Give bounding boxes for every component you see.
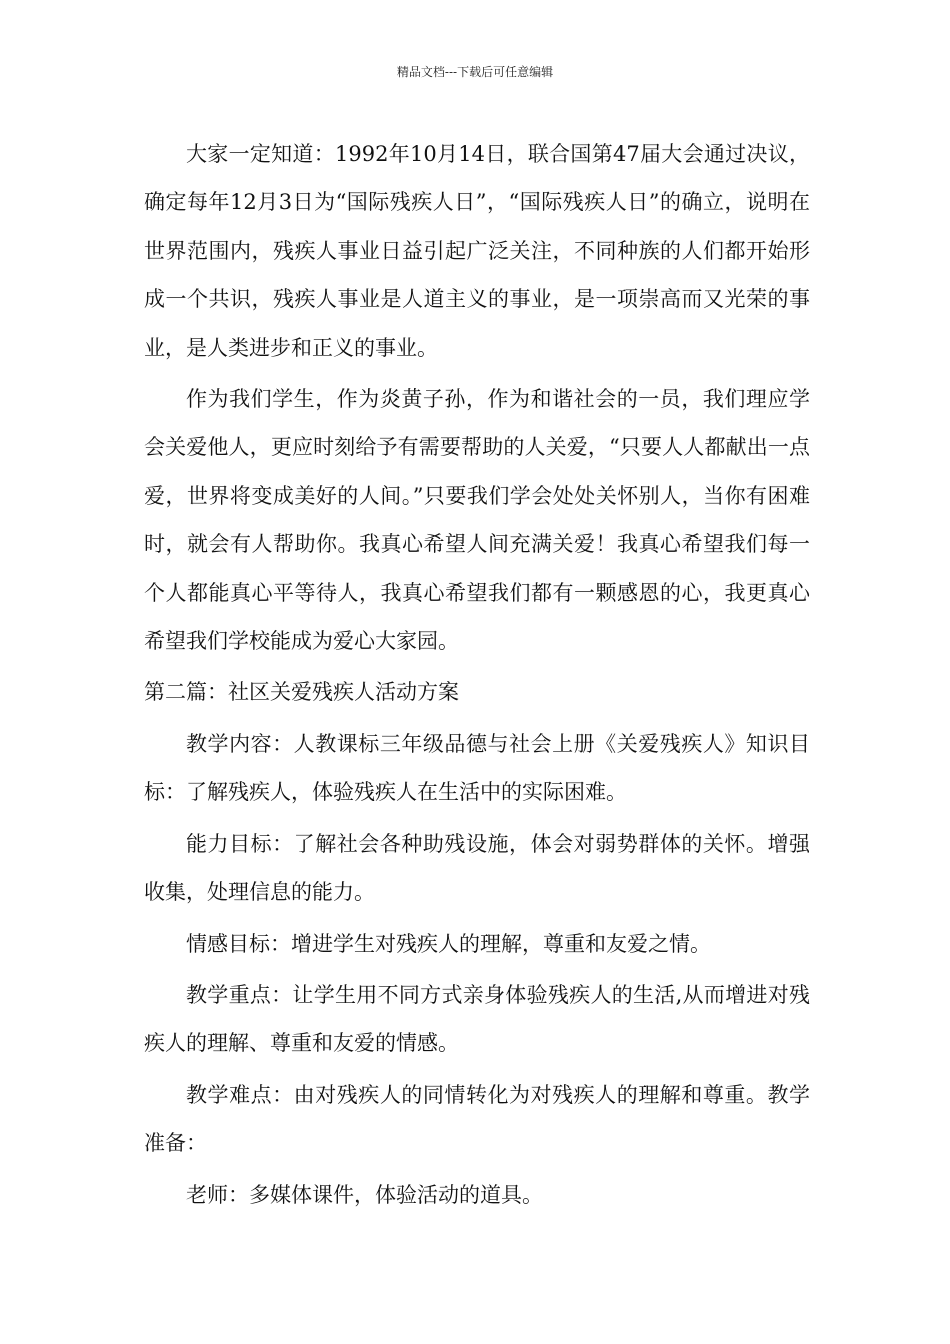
paragraph-teaching-difficulty: 教学难点：由对残疾人的同情转化为对残疾人的理解和尊重。教学准备：	[144, 1082, 810, 1156]
paragraph-teaching-content: 教学内容：人教课标三年级品德与社会上册《关爱残疾人》知识目标：了解残疾人，体验残疾人在生活中的实际困难。	[144, 731, 810, 805]
paragraph-ability-goal: 能力目标：了解社会各种助残设施，体会对弱势群体的关怀。增强收集，处理信息的能力。	[144, 831, 810, 905]
section-heading: 第二篇：社区关爱残疾人活动方案	[144, 680, 459, 705]
paragraph-teaching-focus: 教学重点：让学生用不同方式亲身体验残疾人的生活,从而增进对残疾人的理解、尊重和友爱的情感。	[144, 982, 810, 1056]
paragraph-students: 作为我们学生，作为炎黄子孙，作为和谐社会的一员，我们理应学会关爱他人，更应时刻给予有需要帮助的人关爱，“只要人人都献出一点爱，世界将变成美好的人间。”只要我们学会处处关怀别人，当你有困难时，就会有人帮助你。我真心希望人间充满关爱！我真心希望我们每一个人都能真心平等待人，我真心希望我们都有一颗感恩的心，我更真心希望我们学校能成为爱心大家园。	[144, 387, 810, 654]
page-header: 精品文档---下载后可任意编辑	[396, 65, 554, 79]
paragraph-emotion-goal: 情感目标：增进学生对残疾人的理解，尊重和友爱之情。	[186, 931, 711, 956]
paragraph-teacher-prep: 老师：多媒体课件，体验活动的道具。	[186, 1182, 543, 1207]
document-body	[144, 130, 810, 1222]
paragraph-intro: 大家一定知道：1992年10月14日，联合国第47届大会通过决议，确定每年12月3日为“国际残疾人日”，“国际残疾人日”的确立，说明在世界范围内，残疾人事业日益引起广泛关注，不同种族的人们都开始形成一个共识，残疾人事业是人道主义的事业，是一项崇高而又光荣的事业，是人类进步和正义的事业。	[144, 142, 810, 360]
